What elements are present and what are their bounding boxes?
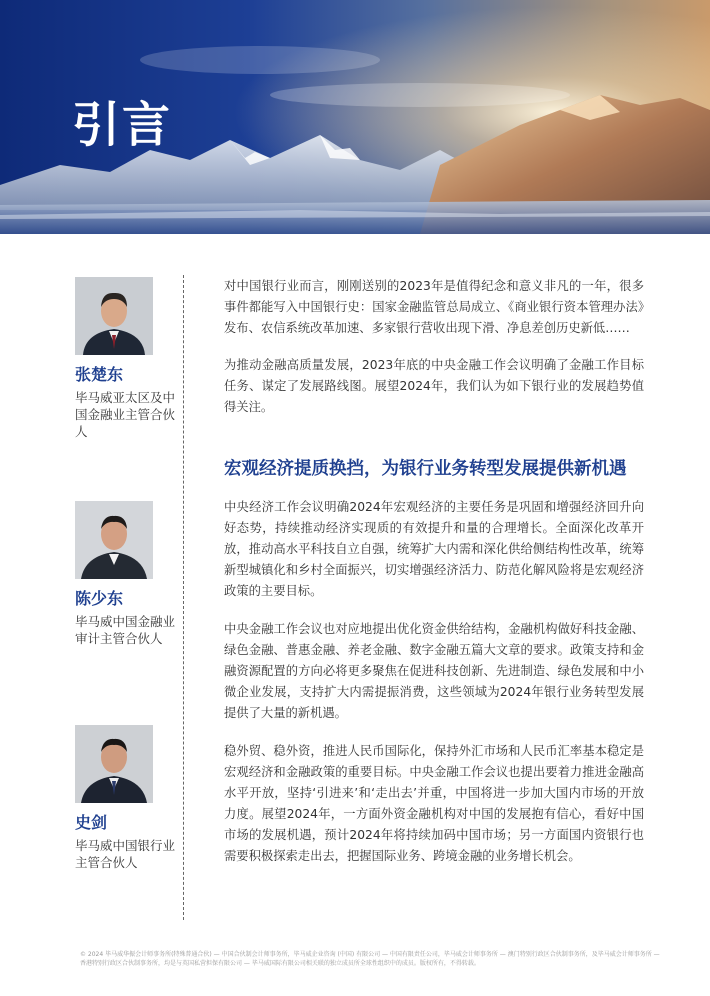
main-content — [224, 276, 644, 867]
page-title: 引言 — [72, 97, 173, 153]
person-title: 毕马威中国银行业主管合伙人 — [75, 838, 176, 870]
intro-paragraph: 为推动金融高质量发展，2023年底的中央金融工作会议明确了金融工作目标任务、谋定了发展路线图。展望2024年，我们认为如下银行业的发展趋势值得关注。 — [224, 358, 644, 414]
person-title: 毕马威亚太区及中国金融业主管合伙人 — [75, 390, 176, 439]
person-card — [75, 501, 185, 647]
copyright-footer: © 2024 毕马威华振会计师事务所(特殊普通合伙) — 中国合伙制会计师事务所，毕马威企业咨询 (中国) 有限公司 — 中国有限责任公司，毕马威会计师事务所 — 澳门特别行政区合伙制事务所，及毕马威会计师事务所 — 香港特别行政区合伙制事务所，均是与英国私营担保有限公司 — 毕马威国际有限公司相关联的独立成员所全球性组织中的成员。版权所有，不得转载。 — [80, 951, 660, 967]
body-paragraph: 稳外贸、稳外资，推进人民币国际化，保持外汇市场和人民币汇率基本稳定是宏观经济和金融政策的重要目标。中央金融工作会议也提出要着力推进金融高水平开放，坚持‘引进来’和‘走出去’并重，中国将进一步加大国内市场的开放力度。展望2024年，一方面外资金融机构对中国的发展抱有信心，看好中国市场的发展机遇，预计2024年将持续加码中国市场；另一方面国内资银行也需要积极探索走出去，把握国际业务、跨境金融的业务增长机会。 — [224, 744, 644, 863]
portrait-photo — [75, 725, 153, 803]
body-paragraph: 中央金融工作会议也对应地提出优化资金供给结构，金融机构做好科技金融、绿色金融、普惠金融、养老金融、数字金融五篇大文章的要求。政策支持和金融资源配置的方向必将更多聚焦在促进科技创新、先进制造、绿色发展和中小微企业发展，支持扩大内需提振消费，这些领域为2024年银行业务转型发展提供了大量的新机遇。 — [224, 622, 644, 720]
intro-paragraph: 对中国银行业而言，刚刚送别的2023年是值得纪念和意义非凡的一年，很多事件都能写入中国银行史：国家金融监管总局成立、《商业银行资本管理办法》发布、农信系统改革加速、多家银行营收出现下滑、净息差创历史新低…… — [224, 279, 644, 335]
person-name: 陈少东 — [75, 589, 124, 608]
person-card — [75, 277, 185, 440]
portrait-photo — [75, 501, 153, 579]
hero-banner — [0, 0, 710, 234]
person-title: 毕马威中国金融业审计主管合伙人 — [75, 614, 176, 646]
person-name: 张楚东 — [75, 365, 124, 384]
body-paragraph: 中央经济工作会议明确2024年宏观经济的主要任务是巩固和增强经济回升向好态势，持续推动经济实现质的有效提升和量的合理增长。全面深化改革开放，推动高水平科技自立自强，统筹扩大内需和深化供给侧结构性改革，统筹新型城镇化和乡村全面振兴，切实增强经济活力、防范化解风险将是宏观经济政策的主要目标。 — [224, 500, 644, 598]
section-heading: 宏观经济提质换挡，为银行业务转型发展提供新机遇 — [224, 459, 627, 479]
person-card — [75, 725, 185, 871]
person-name: 史剑 — [75, 813, 108, 832]
portrait-photo — [75, 277, 153, 355]
